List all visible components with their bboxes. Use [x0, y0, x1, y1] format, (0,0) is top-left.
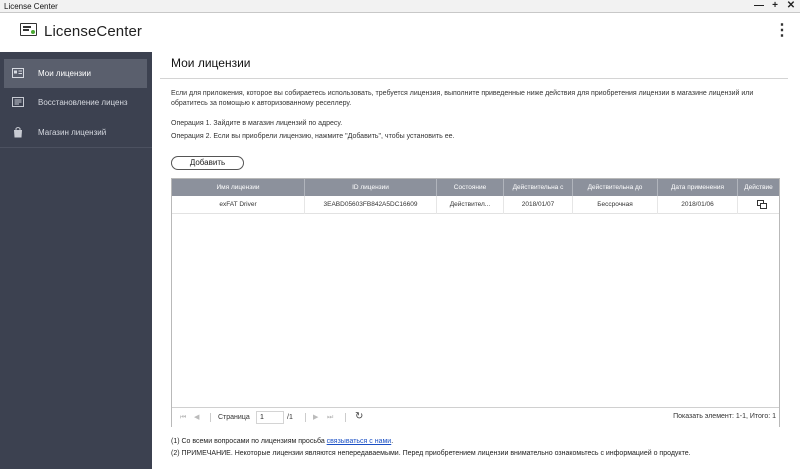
- column-header-valid-to[interactable]: Действительна до: [573, 179, 658, 196]
- minimize-button[interactable]: —: [754, 0, 764, 11]
- cell-action: [738, 196, 779, 214]
- display-count: Показать элемент: 1-1, Итого: 1: [673, 413, 776, 420]
- sidebar-divider: [0, 147, 152, 148]
- page-label: Страница: [218, 414, 250, 421]
- sidebar-item-my-licenses[interactable]: [4, 59, 147, 88]
- cell-status: Действител...: [437, 196, 504, 214]
- table-header: [172, 179, 779, 196]
- page-title: Мои лицензии: [171, 56, 251, 70]
- pagination-divider: [305, 413, 306, 422]
- close-button[interactable]: ✕: [786, 0, 796, 11]
- note-contact-prefix: (1) Со всеми вопросами по лицензиям просьба: [171, 438, 327, 445]
- contact-us-link[interactable]: связываться с нами: [326, 438, 392, 445]
- column-header-action: Действие: [744, 184, 773, 191]
- refresh-icon[interactable]: ↻: [355, 411, 364, 422]
- add-license-button[interactable]: Добавить: [171, 156, 244, 170]
- next-page-icon[interactable]: ▶: [313, 414, 319, 421]
- title-divider: [160, 78, 788, 79]
- page-description: Если для приложения, которое вы собираетесь использовать, требуется лицензия, выполните приведенные ниже действия для приобретения лицензии в магазине лицензий или обратитесь за помощью к авторизованному реселлеру.: [171, 90, 754, 107]
- cell-license-id: 3EABD05603FB842A5DC16609: [305, 196, 437, 214]
- sidebar-item-label: Мои лицензии: [38, 69, 91, 78]
- window-title: License Center: [4, 2, 58, 11]
- cell-valid-from: 2018/01/07: [504, 196, 573, 214]
- sidebar-item-label: Магазин лицензий: [38, 128, 107, 137]
- sidebar-item-license-store[interactable]: [0, 118, 152, 147]
- sidebar-item-license-recovery[interactable]: [0, 88, 152, 117]
- pagination-divider: [210, 413, 211, 422]
- sidebar: [0, 52, 152, 469]
- last-page-icon[interactable]: ⏭: [327, 414, 334, 421]
- id-card-icon: [12, 68, 24, 78]
- restore-icon: [12, 97, 24, 107]
- column-header-status[interactable]: Состояние: [437, 179, 504, 196]
- note-non-transferable: (2) ПРИМЕЧАНИЕ. Некоторые лицензии являются непередаваемыми. Перед приобретением лицензии внимательно ознакомьтесь с информацией о продукте.: [171, 450, 691, 457]
- more-options-icon[interactable]: ⋮: [774, 22, 790, 39]
- total-pages: /1: [287, 414, 293, 421]
- pagination-divider: [345, 413, 346, 422]
- column-header-valid-from[interactable]: Действительна с: [504, 179, 573, 196]
- table-row[interactable]: [172, 196, 779, 214]
- app-logo-text: LicenseCenter: [44, 23, 143, 40]
- pagination-bar: [172, 407, 779, 427]
- instruction-step-1: Операция 1. Зайдите в магазин лицензий по адресу.: [171, 120, 343, 127]
- cell-applied-date: 2018/01/06: [658, 196, 738, 214]
- app-header: [0, 13, 800, 52]
- note-contact: [171, 438, 393, 445]
- column-header-name[interactable]: Имя лицензии: [172, 179, 305, 196]
- instruction-step-2: Операция 2. Если вы приобрели лицензию, нажмите "Добавить", чтобы установить ее.: [171, 133, 455, 140]
- column-header-applied-date[interactable]: Дата применения: [658, 179, 738, 196]
- license-table: [171, 178, 780, 427]
- license-details-icon[interactable]: [757, 200, 767, 209]
- note-contact-suffix: .: [391, 438, 394, 445]
- maximize-button[interactable]: +: [772, 0, 778, 11]
- cell-valid-to: Бессрочная: [573, 196, 658, 214]
- store-icon: [12, 127, 24, 137]
- license-center-logo-icon: [20, 23, 37, 36]
- cell-license-name: exFAT Driver: [172, 196, 305, 214]
- previous-page-icon[interactable]: ◀: [194, 414, 200, 421]
- window-titlebar: [0, 0, 800, 13]
- column-header-id[interactable]: ID лицензии: [305, 179, 437, 196]
- sidebar-item-label: Восстановление лиценз: [38, 98, 128, 107]
- page-number-input[interactable]: [256, 411, 284, 424]
- first-page-icon[interactable]: ⏮: [180, 414, 187, 421]
